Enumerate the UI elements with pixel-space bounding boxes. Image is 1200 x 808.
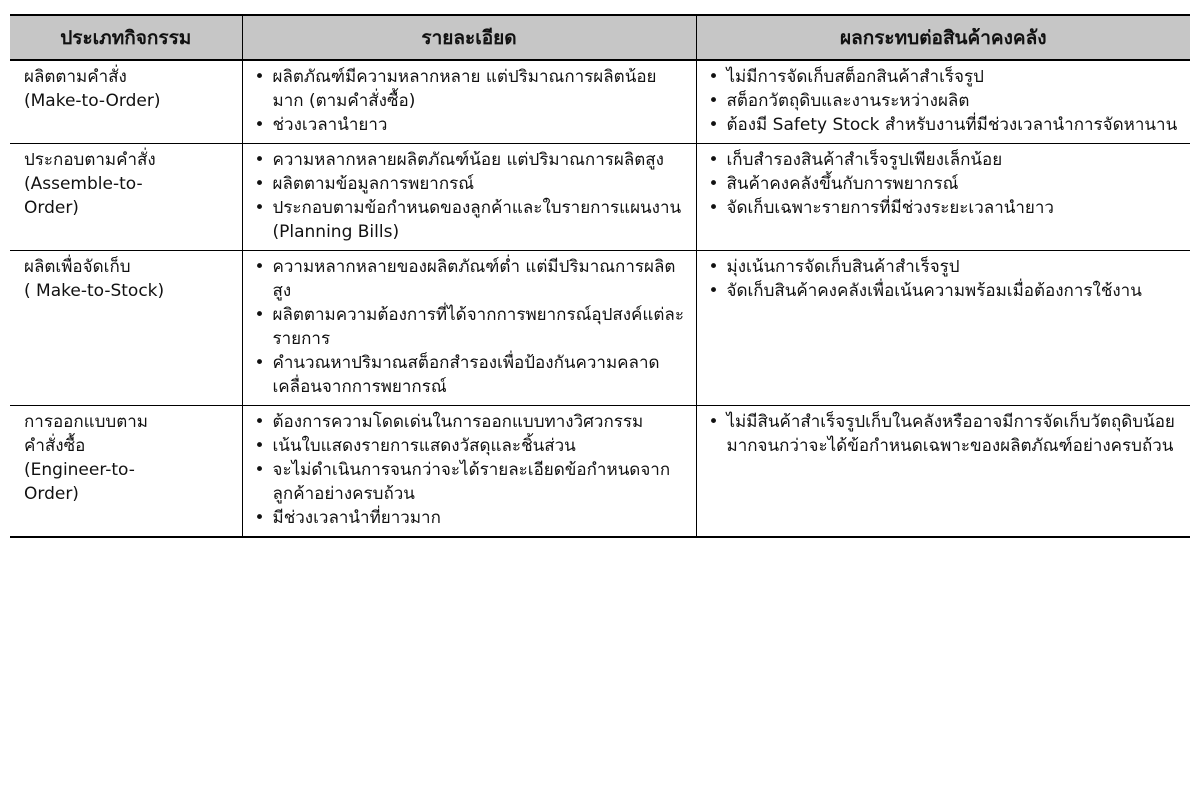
activity-type-label: ประกอบตามคำสั่ง — [24, 150, 156, 170]
production-strategy-table — [10, 14, 1190, 538]
bullet-icon: • — [254, 436, 265, 456]
activity-type-cell — [10, 251, 242, 406]
detail-item — [253, 303, 686, 351]
impact-cell — [696, 406, 1190, 538]
impact-item — [707, 113, 1181, 137]
detail-item — [253, 65, 686, 113]
detail-item — [253, 351, 686, 399]
bullet-icon: • — [254, 508, 265, 528]
impact-item-text: สต็อกวัตถุดิบและงานระหว่างผลิต — [726, 91, 970, 111]
activity-type-cell — [10, 406, 242, 538]
impact-item-text: ต้องมี Safety Stock สำหรับงานที่มีช่วงเวลานำการจัดหานาน — [726, 115, 1178, 135]
activity-type-label: ผลิตตามคำสั่ง — [24, 67, 127, 87]
detail-item — [253, 255, 686, 303]
detail-item-text: มีช่วงเวลานำที่ยาวมาก — [272, 508, 441, 528]
detail-item — [253, 172, 686, 196]
table-row — [10, 406, 1190, 538]
bullet-icon: • — [708, 150, 719, 170]
activity-type-cell — [10, 60, 242, 144]
details-list — [253, 255, 686, 399]
bullet-icon: • — [708, 91, 719, 111]
header-row — [10, 15, 1190, 60]
bullet-icon: • — [708, 198, 719, 218]
bullet-icon: • — [254, 460, 265, 480]
detail-item-text: ช่วงเวลานำยาว — [272, 115, 388, 135]
bullet-icon: • — [254, 198, 265, 218]
bullet-icon: • — [708, 257, 719, 277]
impact-item — [707, 89, 1181, 113]
impact-item — [707, 255, 1181, 279]
activity-type-label: การออกแบบตาม — [24, 412, 149, 432]
bullet-icon: • — [708, 412, 719, 432]
impact-item-text: ไม่มีสินค้าสำเร็จรูปเก็บในคลังหรืออาจมีการจัดเก็บวัตถุดิบน้อยมากจนกว่าจะได้ข้อกำหนดเฉพาะของผลิตภัณฑ์อย่างครบถ้วน — [726, 412, 1175, 456]
impact-list — [707, 255, 1181, 303]
impact-item-text: จัดเก็บสินค้าคงคลังเพื่อเน้นความพร้อมเมื่อต้องการใช้งาน — [726, 281, 1142, 301]
table-row — [10, 251, 1190, 406]
detail-item-text: จะไม่ดำเนินการจนกว่าจะได้รายละเอียดข้อกำหนดจากลูกค้าอย่างครบถ้วน — [272, 460, 671, 504]
activity-type-label: คำสั่งซื้อ — [24, 436, 86, 456]
impact-list — [707, 410, 1181, 458]
details-list — [253, 65, 686, 137]
bullet-icon: • — [708, 281, 719, 301]
detail-item-text: ความหลากหลายผลิตภัณฑ์น้อย แต่ปริมาณการผลิตสูง — [272, 150, 664, 170]
impact-list — [707, 148, 1181, 220]
detail-item-text: เน้นใบแสดงรายการแสดงวัสดุและชิ้นส่วน — [272, 436, 576, 456]
activity-type-label: (Assemble-to- — [24, 174, 143, 194]
detail-item — [253, 113, 686, 137]
bullet-icon: • — [708, 67, 719, 87]
activity-type-label: (Engineer-to- — [24, 460, 135, 480]
bullet-icon: • — [254, 353, 265, 373]
activity-type-label: Order) — [24, 198, 79, 218]
detail-item-text: คำนวณหาปริมาณสต็อกสำรองเพื่อป้องกันความคลาดเคลื่อนจากการพยากรณ์ — [272, 353, 660, 397]
detail-item — [253, 434, 686, 458]
header-inventory-impact: ผลกระทบต่อสินค้าคงคลัง — [696, 15, 1190, 60]
detail-item-text: ผลิตภัณฑ์มีความหลากหลาย แต่ปริมาณการผลิตน้อยมาก (ตามคำสั่งซื้อ) — [272, 67, 657, 111]
impact-item — [707, 65, 1181, 89]
detail-item-text: ความหลากหลายของผลิตภัณฑ์ต่ำ แต่มีปริมาณการผลิตสูง — [272, 257, 676, 301]
table-body — [10, 60, 1190, 537]
table-row — [10, 60, 1190, 144]
table-row — [10, 144, 1190, 251]
impact-item-text: สินค้าคงคลังขึ้นกับการพยากรณ์ — [726, 174, 959, 194]
header-activity-type: ประเภทกิจกรรม — [10, 15, 242, 60]
bullet-icon: • — [254, 67, 265, 87]
detail-item-text: ประกอบตามข้อกำหนดของลูกค้าและใบรายการแผนงาน (Planning Bills) — [272, 198, 682, 242]
detail-item — [253, 506, 686, 530]
bullet-icon: • — [708, 174, 719, 194]
bullet-icon: • — [254, 412, 265, 432]
impact-item-text: จัดเก็บเฉพาะรายการที่มีช่วงระยะเวลานำยาว — [726, 198, 1054, 218]
bullet-icon: • — [254, 257, 265, 277]
impact-item-text: เก็บสำรองสินค้าสำเร็จรูปเพียงเล็กน้อย — [726, 150, 1003, 170]
details-cell — [242, 60, 696, 144]
details-cell — [242, 144, 696, 251]
detail-item — [253, 196, 686, 244]
details-list — [253, 410, 686, 530]
detail-item — [253, 148, 686, 172]
details-list — [253, 148, 686, 244]
impact-item-text: ไม่มีการจัดเก็บสต็อกสินค้าสำเร็จรูป — [726, 67, 984, 87]
header-details: รายละเอียด — [242, 15, 696, 60]
impact-cell — [696, 251, 1190, 406]
detail-item-text: ผลิตตามข้อมูลการพยากรณ์ — [272, 174, 475, 194]
impact-cell — [696, 144, 1190, 251]
bullet-icon: • — [254, 305, 265, 325]
detail-item-text: ต้องการความโดดเด่นในการออกแบบทางวิศวกรรม — [272, 412, 644, 432]
details-cell — [242, 406, 696, 538]
details-cell — [242, 251, 696, 406]
bullet-icon: • — [254, 174, 265, 194]
impact-item — [707, 410, 1181, 458]
detail-item-text: ผลิตตามความต้องการที่ได้จากการพยากรณ์อุปสงค์แต่ละรายการ — [272, 305, 684, 349]
activity-type-label: ( Make-to-Stock) — [24, 281, 165, 301]
impact-list — [707, 65, 1181, 137]
activity-type-label: (Make-to-Order) — [24, 91, 161, 111]
detail-item — [253, 410, 686, 434]
bullet-icon: • — [254, 115, 265, 135]
bullet-icon: • — [708, 115, 719, 135]
impact-item — [707, 148, 1181, 172]
activity-type-label: ผลิตเพื่อจัดเก็บ — [24, 257, 131, 277]
impact-item — [707, 279, 1181, 303]
impact-item-text: มุ่งเน้นการจัดเก็บสินค้าสำเร็จรูป — [726, 257, 960, 277]
impact-item — [707, 196, 1181, 220]
detail-item — [253, 458, 686, 506]
impact-item — [707, 172, 1181, 196]
activity-type-label: Order) — [24, 484, 79, 504]
bullet-icon: • — [254, 150, 265, 170]
activity-type-cell — [10, 144, 242, 251]
impact-cell — [696, 60, 1190, 144]
